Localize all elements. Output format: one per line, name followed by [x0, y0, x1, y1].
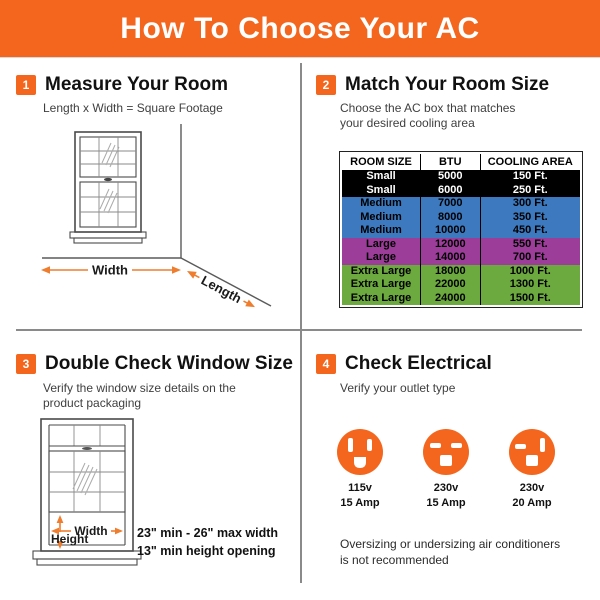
- step2-subtitle: Choose the AC box that matches your desired cooling area: [340, 101, 516, 130]
- table-row: Extra Large 18000 1000 Ft.: [342, 265, 580, 279]
- table-row: Extra Large 24000 1500 Ft.: [342, 292, 580, 306]
- page-title: How To Choose Your AC: [120, 11, 480, 45]
- length-label: Length: [198, 272, 245, 307]
- outlet-label-230v-15: 230v 15 Amp: [426, 482, 466, 509]
- room-corner-illustration: [8, 116, 296, 322]
- step1-subtitle: Length x Width = Square Footage: [43, 101, 223, 115]
- step1-heading: [16, 74, 228, 96]
- step3-heading: [16, 353, 293, 375]
- table-row: Large 12000 550 Ft.: [342, 238, 580, 252]
- col-header-btu: BTU: [421, 154, 481, 170]
- outlet-230v-20amp-icon: [509, 429, 555, 475]
- width-arrow: [41, 263, 181, 278]
- table-row: Medium 8000 350 Ft.: [342, 211, 580, 225]
- table-row: Small 5000 150 Ft.: [342, 170, 580, 184]
- header-banner: [0, 0, 600, 57]
- step4-subtitle: Verify your outlet type: [340, 381, 456, 395]
- step4-title: Check Electrical: [345, 353, 492, 374]
- window-width-label: Width: [74, 524, 108, 538]
- step3-subtitle: Verify the window size details on the product packaging: [43, 381, 236, 410]
- outlet-label-115v: 115v 15 Amp: [340, 482, 380, 509]
- step3-number-badge: 3: [16, 354, 36, 374]
- col-header-room-size: ROOM SIZE: [342, 154, 421, 170]
- step4-heading: [316, 353, 492, 375]
- table-row: Large 14000 700 Ft.: [342, 251, 580, 265]
- col-header-cooling-area: COOLING AREA: [480, 154, 580, 170]
- window-size-specs: 23" min - 26" max width 13" min height opening: [137, 526, 279, 558]
- horizontal-divider: [16, 329, 582, 331]
- step2-title: Match Your Room Size: [345, 74, 550, 95]
- table-row: Medium 10000 450 Ft.: [342, 224, 580, 238]
- open-window-icon: [33, 419, 141, 565]
- table-header-row: [342, 154, 580, 170]
- step3-title: Double Check Window Size: [45, 353, 293, 374]
- outlet-115v-15amp-icon: [337, 429, 383, 475]
- room-size-table: [339, 151, 583, 308]
- width-label: Width: [92, 262, 128, 278]
- outlet-label-230v-20: 230v 20 Amp: [512, 482, 552, 509]
- outlet-230v-15amp-icon: [423, 429, 469, 475]
- banner-shadow: [0, 57, 600, 58]
- window-icon: [70, 132, 146, 243]
- sizing-note: Oversizing or undersizing air conditioners is not recommended: [340, 537, 561, 567]
- outlet-icons: [330, 424, 560, 482]
- table-row: Small 6000 250 Ft.: [342, 184, 580, 198]
- step2-number-badge: 2: [316, 75, 336, 95]
- table-row: Extra Large 22000 1300 Ft.: [342, 278, 580, 292]
- step4-number-badge: 4: [316, 354, 336, 374]
- vertical-divider: [300, 63, 302, 583]
- step2-heading: [316, 74, 549, 96]
- length-arrow: [183, 264, 258, 313]
- window-height-label: Height: [51, 532, 89, 546]
- step1-title: Measure Your Room: [45, 74, 229, 95]
- step1-number-badge: 1: [16, 75, 36, 95]
- table-row: Medium 7000 300 Ft.: [342, 197, 580, 211]
